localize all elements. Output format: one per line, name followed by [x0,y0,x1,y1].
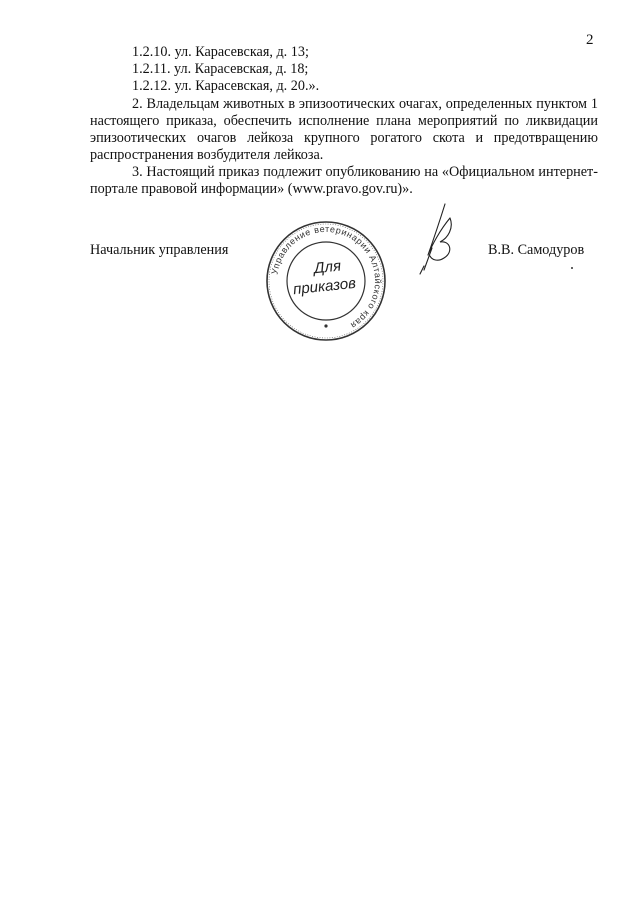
paragraph-3-line: 3. Настоящий приказ подлежит опубликованию на «Официальном интернет- [132,164,598,180]
list-item: 1.2.11. ул. Карасевская, д. 18; [132,61,309,77]
stamp-ring-text: Управление ветеринарии Алтайского края [269,223,384,331]
paragraph-2-line: 2. Владельцам животных в эпизоотических очагах, определенных пунктом 1 [132,96,598,112]
list-item: 1.2.12. ул. Карасевская, д. 20.». [132,78,320,94]
handwritten-signature [410,200,480,275]
paragraph-2-line: распространения возбудителя лейкоза. [90,147,324,163]
punctuation-dot [571,267,573,269]
paragraph-2-line: эпизоотических очагов лейкоза крупного рогатого скота и предотвращению [90,130,598,146]
list-item: 1.2.10. ул. Карасевская, д. 13; [132,44,309,60]
stamp-center-line-1: Для [313,257,342,278]
signatory-role: Начальник управления [90,242,229,258]
paragraph-3-line: портале правовой информации» (www.pravo.gov.ru)». [90,181,413,197]
stamp-center-line-2: приказов [292,274,357,299]
official-stamp [265,220,387,342]
paragraph-2-line: настоящего приказа, обеспечить исполнение плана мероприятий по ликвидации [90,113,598,129]
signatory-name: В.В. Самодуров [488,242,585,258]
page-number: 2 [586,32,594,48]
